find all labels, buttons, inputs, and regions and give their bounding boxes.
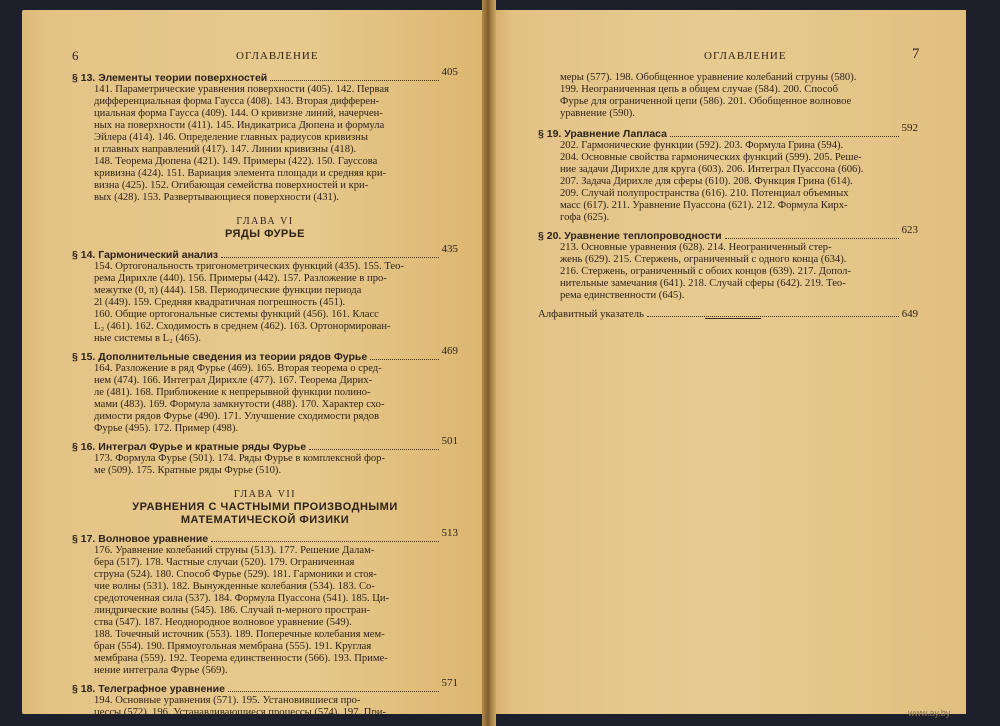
left-page-number: 6: [72, 48, 79, 63]
leader-dots: [370, 358, 438, 360]
leader-dots: [228, 690, 439, 692]
left-column: [72, 66, 458, 719]
index-page: 649: [901, 308, 918, 320]
chapter-title: УРАВНЕНИЯ С ЧАСТНЫМИ ПРОИЗВОДНЫМИ МАТЕМАТИЧЕСКОЙ ФИЗИКИ: [132, 501, 398, 526]
section-contents: 202. Гармонические функции (592). 203. Формула Грина (594). 204. Основные свойства гармонических функций (599). 205. Реше- ние задачи Дирихле для круга (603). 206. Интеграл Пуассона (606). 207. Задача Дирихле для сферы (610). 208. Функция Грина (614). 209. Случай полупространства (616). 210. Потенциал объемных масс (617). 211. Уравнение Пуассона (621). 212. Формула Кирх- гофа (625).: [560, 140, 864, 223]
toc-section-19: [538, 122, 918, 224]
leader-dots: [725, 237, 899, 239]
section-page: 592: [901, 122, 918, 134]
chapter-label: ГЛАВА VII: [233, 489, 297, 500]
leader-dots: [270, 79, 438, 81]
toc-section-17: [72, 527, 458, 677]
section-page: 623: [901, 224, 918, 236]
leader-dots: [221, 256, 438, 258]
section-title: § 15. Дополнительные сведения из теории рядов Фурье: [72, 351, 368, 363]
leader-dots: [211, 540, 438, 542]
leader-dots: [309, 448, 438, 450]
section-title: § 18. Телеграфное уравнение: [72, 683, 225, 695]
toc-section-20: [538, 224, 918, 302]
closing-rule: [705, 318, 761, 319]
chapter-title: РЯДЫ ФУРЬЕ: [224, 228, 306, 240]
section-title: § 17. Волновое уравнение: [72, 533, 209, 545]
section-contents: 213. Основные уравнения (628). 214. Неограниченный стер- жень (629). 215. Стержень, ограниченный с одного конца (634). 216. Стержень, ограниченный с обоих концов (639). 217. Допол- нительные замечания (641). 218. Случай сферы (642). 219. Тео- рема единственности (645).: [560, 242, 851, 301]
section-contents: 141. Параметрические уравнения поверхности (405). 142. Первая дифференциальная форма Гаусса (408). 143. Вторая дифферен- циальная форма Гаусса (409). 144. О кривизне линий, начерчен- ных на поверхности (411). 145. Индикатриса Дюпена и формула Эйлера (414). 146. Определение главных радиусов кривизны и главных направлений (417). 147. Линии кривизны (418). 148. Теорема Дюпена (421). 149. Примеры (422). 150. Гауссова кривизна (424). 151. Вариация элемента площади и средняя кри- визна (425). 152. Огибающая семейства поверхностей и кри- вых (428). 153. Развертывающиеся поверхности (431).: [94, 84, 389, 203]
section-title: § 14. Гармонический анализ: [72, 249, 219, 261]
right-column: [538, 72, 918, 320]
leader-dots: [670, 135, 899, 137]
right-page-number: 7: [912, 46, 920, 62]
section-page: 405: [441, 66, 458, 78]
section-title: § 16. Интеграл Фурье и кратные ряды Фурье: [72, 441, 307, 453]
section-page: 501: [441, 435, 458, 447]
section-contents: 176. Уравнение колебаний струны (513). 177. Решение Далам- бера (517). 178. Частные случаи (520). 179. Ограниченная струна (524). 180. Способ Фурье (529). 181. Гармоники и стоя- чие волны (531). 182. Вынужденные колебания (534). 183. Со- средоточенная сила (537). 184. Формула Пуассона (541). 185. Ци- линдрические волны (545). 186. Случай n-мерного простран- ства (547). 187. Неоднородное волновое уравнение (549). 188. Точечный источник (553). 189. Поперечные колебания мем- бран (554). 190. Прямоугольная мембрана (555). 191. Круглая мембрана (559). 192. Теорема единственности (566). 193. Приме- нение интеграла Фурье (569).: [94, 545, 390, 676]
section-page: 571: [441, 677, 458, 689]
section-title: § 20. Уравнение теплопроводности: [538, 230, 722, 242]
section-contents: 164. Разложение в ряд Фурье (469). 165. Вторая теорема о сред- нем (474). 166. Интеграл Дирихле (477). 167. Теорема Дирих- ле (481). 168. Приближение к непрерывной функции полино- мами (483). 169. Формула замкнутости (488). 170. Характер схо- димости рядов Фурье (490). 171. Улучшение сходимости рядов Фурье (495). 172. Пример (498).: [94, 363, 385, 434]
section-contents: 173. Формула Фурье (501). 174. Ряды Фурье в комплексной фор- ме (509). 175. Кратные ряды Фурье (510).: [94, 453, 385, 476]
watermark: www.ay.by: [908, 708, 951, 718]
left-running-header: ОГЛАВЛЕНИЕ: [236, 50, 319, 62]
section-page: 435: [441, 243, 458, 255]
right-running-header: ОГЛАВЛЕНИЕ: [704, 50, 787, 62]
leader-dots: [647, 316, 899, 317]
index-label: Алфавитный указатель: [538, 308, 644, 320]
book-gutter: [482, 0, 496, 726]
toc-section-16: [72, 435, 458, 477]
toc-section-13: [72, 66, 458, 204]
toc-section-14: [72, 243, 458, 345]
section-title: § 13. Элементы теории поверхностей: [72, 72, 268, 84]
chapter-label: ГЛАВА VI: [236, 216, 294, 227]
toc-section-18: [72, 677, 458, 719]
section-page: 513: [441, 527, 458, 539]
section-title: § 19. Уравнение Лапласа: [538, 128, 667, 140]
section-contents: 154. Ортогональность тригонометрических функций (435). 155. Тео- рема Дирихле (440). 156. Примеры (442). 157. Разложение в про- межутке (0, π) (444). 158. Периодические функции периода 2l (449). 159. Средняя квадратичная погрешность (451). 160. Общие ортогональные системы функций (456). 161. Класс L₂ (461). 162. Сходимость в среднем (462). 163. Ортонормирован- ные системы в L₂ (465).: [94, 261, 404, 344]
section-contents: 194. Основные уравнения (571). 195. Установившиеся про- цессы (572). 196. Устанавливающиеся процессы (574). 197. При-: [94, 695, 386, 718]
toc-section-15: [72, 345, 458, 435]
section-page: 469: [441, 345, 458, 357]
section-continuation: меры (577). 198. Обобщенное уравнение колебаний струны (580). 199. Неограниченная цепь в общем случае (584). 200. Способ Фурье для ограниченной цепи (586). 201. Обобщенное волновое уравнение (590).: [560, 72, 857, 119]
